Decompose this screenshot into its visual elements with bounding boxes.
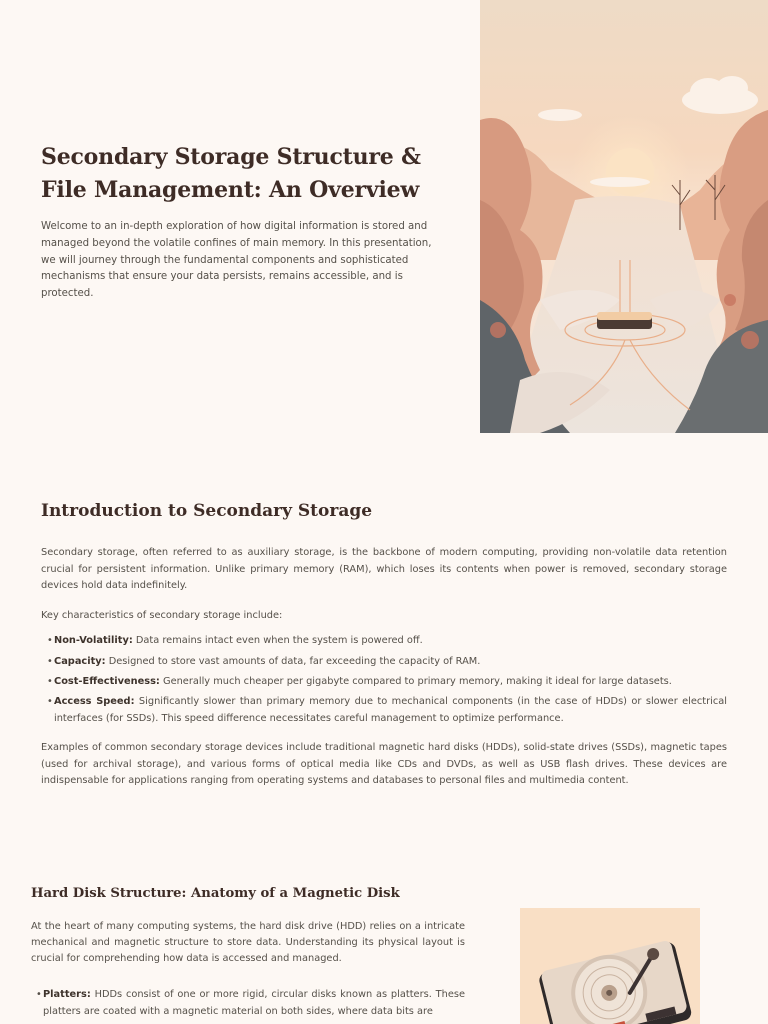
list-item [41,674,727,691]
list-item-term: Access Speed: [54,695,135,707]
hdd-components-list [31,987,465,1020]
list-item [41,694,727,727]
hero-landscape-image [480,0,768,433]
list-item [41,654,727,671]
examples-paragraph: Examples of common secondary storage devices include traditional magnetic hard disks (HDDs), solid-state drives (SSDs), magnetic tapes (used for archival storage), and various forms of optical media like CDs and DVDs, as well as USB flash drives. These devices are indispensable for applications ranging from operating systems and databases to personal files and multimedia content. [41,742,727,787]
key-characteristics-lead: Key characteristics of secondary storage include: [41,609,283,621]
hdd-intro-paragraph: At the heart of many computing systems, the hard disk drive (HDD) relies on a intricate mechanical and magnetic structure to store data. Understanding its physical layout is crucial for comprehending how data is accessed and managed. [31,921,465,965]
list-item-text: Data remains intact even when the system is powered off. [132,635,423,647]
list-item [31,987,465,1020]
bullet-icon: • [47,675,53,687]
bullet-icon: • [47,655,53,667]
section-title-introduction: Introduction to Secondary Storage [41,501,373,521]
characteristics-list [41,633,727,727]
hard-disk-image [520,908,700,1024]
list-item-text: HDDs consist of one or more rigid, circular disks known as platters. These platters are coated with a magnetic material on both sides, where data bits are [43,989,465,1017]
hero-intro-paragraph: Welcome to an in-depth exploration of how digital information is stored and managed beyond the volatile confines of main memory. In this presentation, we will journey through the fundamental components and sophisticated mechanisms that ensure your data persists, remains accessible, and is protected. [41,221,432,300]
list-item-term: Cost-Effectiveness: [54,675,160,687]
section-title-hard-disk: Hard Disk Structure: Anatomy of a Magnetic Disk [31,886,400,901]
list-item-text: Designed to store vast amounts of data, far exceeding the capacity of RAM. [105,655,481,667]
list-item-term: Capacity: [54,655,106,667]
bullet-icon: • [47,635,53,647]
list-item-term: Platters: [43,989,91,1000]
page-title: Secondary Storage Structure & File Management: An Overview [41,144,421,203]
list-item-term: Non-Volatility: [54,635,133,647]
list-item [41,633,727,650]
bullet-icon: • [47,695,53,707]
list-item-text: Generally much cheaper per gigabyte compared to primary memory, making it ideal for large datasets. [159,675,672,687]
list-item-text: Significantly slower than primary memory due to mechanical components (in the case of HDDs) or slower electrical interfaces (for SSDs). This speed difference necessitates careful management to optimize performance. [54,695,727,724]
intro-section-body [41,545,727,790]
intro-paragraph: Secondary storage, often referred to as auxiliary storage, is the backbone of modern computing, providing non-volatile data retention crucial for persistent information. Unlike primary memory (RAM), which loses its contents when power is removed, secondary storage devices hold data indefinitely. [41,547,727,592]
bullet-icon: • [36,989,42,1000]
